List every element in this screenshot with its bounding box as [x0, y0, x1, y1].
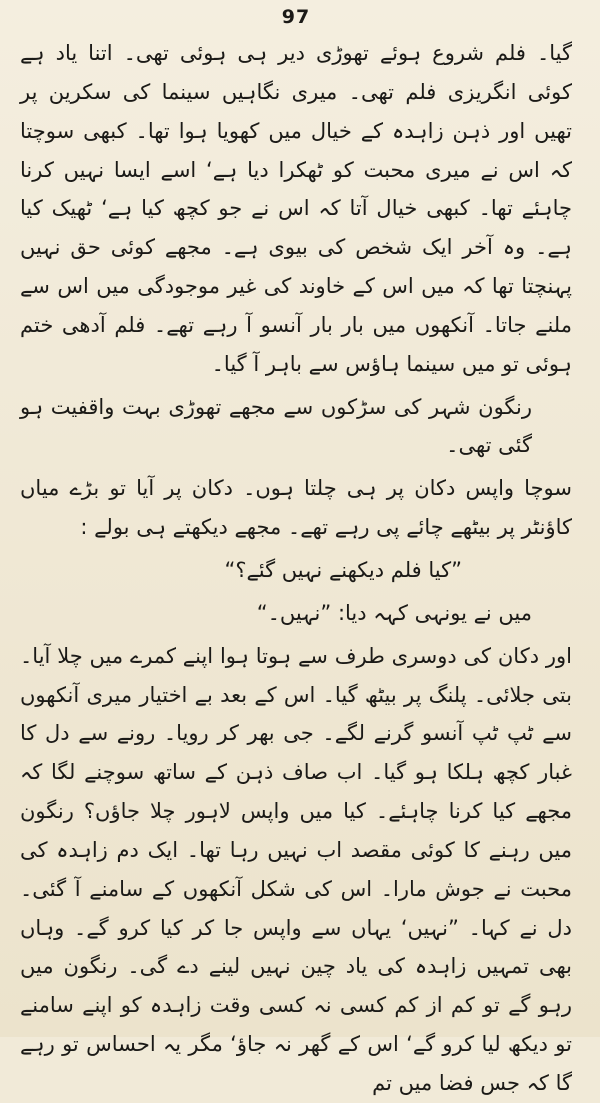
dialogue-answer: میں نے یونہی کہہ دیا: ”نہیں۔“	[256, 600, 532, 625]
paragraph-rangoon-streets: رنگون شہر کی سڑکوں سے مجھے تھوڑی بہت واقفیت ہو گئی تھی۔	[20, 394, 532, 458]
dialogue-question: ”کیا فلم دیکھنے نہیں گئے؟“	[224, 557, 462, 582]
page-number: 97	[281, 6, 311, 28]
paragraph-return-shop: سوچا واپس دکان پر ہی چلتا ہوں۔ دکان پر آیا تو بڑے میاں کاؤنٹر پر بیٹھے چائے پی رہے تھے۔ مجھے دیکھتے ہی بولے :	[20, 476, 572, 540]
paragraph-cinema: گیا۔ فلم شروع ہوئے تھوڑی دیر ہی ہوئی تھی۔ اتنا یاد ہے کوئی انگریزی فلم تھی۔ میری نگاہیں سینما کی سکرین پر تھیں اور ذہن زاہدہ کے خیال میں کھویا ہوا تھا۔ کبھی سوچتا کہ اس نے میری محبت کو ٹھکرا دیا ہے‘ اسے ایسا نہیں کرنا چاہئے تھا۔ کبھی خیال آتا کہ اس نے جو کچھ کیا ہے‘ ٹھیک کیا ہے۔ وہ آخر ایک شخص کی بیوی ہے۔ مجھے کوئی حق نہیں پہنچتا تھا کہ میں اس کے خاوند کی غیر موجودگی میں اس سے ملنے جاتا۔ آنکھوں میں بار بار آنسو آ رہے تھے۔ فلم آدھی ختم ہوئی تو میں سینما ہاؤس سے باہر آ گیا۔	[20, 41, 572, 376]
paragraph-room-tears: اور دکان کی دوسری طرف سے ہوتا ہوا اپنے کمرے میں چلا آیا۔ بتی جلائی۔ پلنگ پر بیٹھ گیا۔ اس کے بعد بے اختیار میری آنکھوں سے ٹپ ٹپ آنسو گرنے لگے۔ جی بھر کر رویا۔ رونے سے دل کا غبار کچھ ہلکا ہو گیا۔ اب صاف ذہن کے ساتھ سوچنے لگا کہ مجھے کیا کرنا چاہئے۔ کیا میں واپس لاہور چلا جاؤں؟ رنگون میں رہنے کا کوئی مقصد اب نہیں رہا تھا۔ ایک دم زاہدہ کی محبت نے جوش مارا۔ اس کی شکل آنکھوں کے سامنے آ گئی۔ دل نے کہا۔ ”نہیں‘ یہاں سے واپس جا کر کیا کرو گے۔ وہاں بھی تمہیں زاہدہ کی یاد چین نہیں لینے دے گی۔ رنگون میں رہو گے تو کم از کم کسی نہ کسی وقت زاہدہ کو اپنے سامنے تو دیکھ لیا کرو گے‘ اس کے گھر نہ جاؤ‘ مگر یہ احساس تو رہے گا کہ جس فضا میں تم	[20, 643, 572, 1095]
page-body-text	[20, 34, 572, 1103]
